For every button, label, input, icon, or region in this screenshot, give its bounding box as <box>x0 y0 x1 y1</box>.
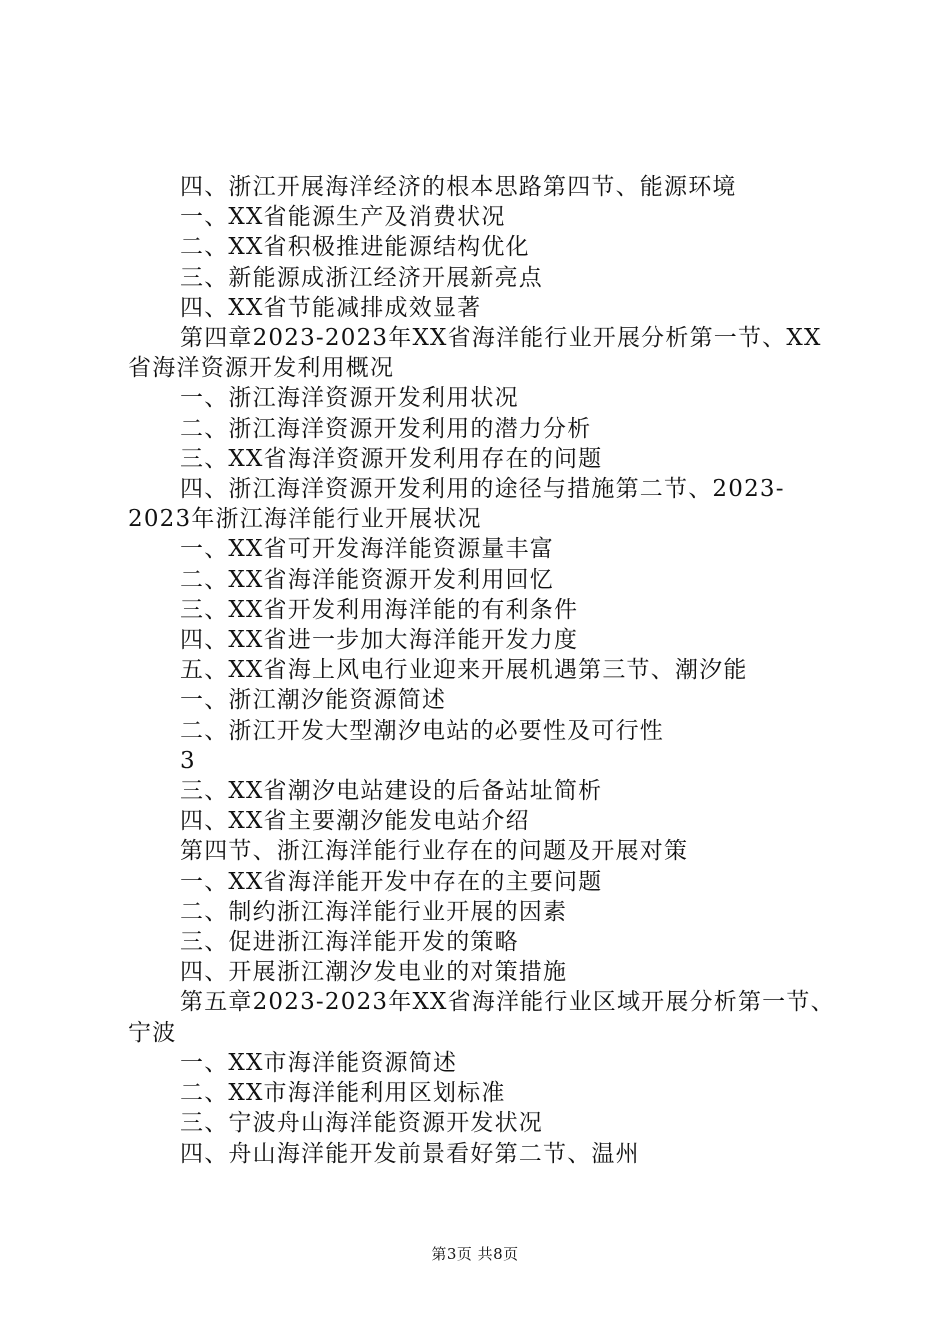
chapter-heading-continuation: 省海洋资源开发利用概况 <box>128 355 395 382</box>
text-line: 四、XX省进一步加大海洋能开发力度 <box>180 627 579 654</box>
page-number-inline: 3 <box>180 747 196 774</box>
text-line: 三、XX省开发利用海洋能的有利条件 <box>180 596 579 623</box>
text-line: 一、XX省海洋能开发中存在的主要问题 <box>180 868 603 895</box>
page-footer: 第3页 共8页 <box>431 1245 519 1263</box>
text-line: 二、浙江开发大型潮汐电站的必要性及可行性 <box>180 717 664 744</box>
text-line: 四、浙江开展海洋经济的根本思路第四节、能源环境 <box>180 174 737 200</box>
text-line: 五、XX省海上风电行业迎来开展机遇第三节、潮汐能 <box>180 657 748 684</box>
text-line: 一、浙江潮汐能资源简述 <box>180 687 447 714</box>
text-line: 四、浙江海洋资源开发利用的途径与措施第二节、2023- <box>180 476 785 503</box>
document-body <box>128 172 833 1169</box>
text-line: 三、宁波舟山海洋能资源开发状况 <box>180 1110 543 1137</box>
text-line-continuation: 2023年浙江海洋能行业开展状况 <box>128 506 482 533</box>
chapter-heading-line: 第四章2023-2023年XX省海洋能行业开展分析第一节、XX <box>180 325 822 352</box>
text-line: 一、XX市海洋能资源简述 <box>180 1049 458 1076</box>
text-line: 二、制约浙江海洋能行业开展的因素 <box>180 898 568 925</box>
section-heading-line: 第四节、浙江海洋能行业存在的问题及开展对策 <box>180 838 689 865</box>
text-line: 一、XX省能源生产及消费状况 <box>180 204 506 231</box>
text-line: 三、XX省海洋资源开发利用存在的问题 <box>180 445 603 472</box>
text-line: 二、XX省积极推进能源结构优化 <box>180 234 530 261</box>
text-line: 三、促进浙江海洋能开发的策略 <box>180 929 519 956</box>
text-line: 二、浙江海洋资源开发利用的潜力分析 <box>180 415 592 442</box>
text-line: 四、XX省节能减排成效显著 <box>180 294 482 321</box>
text-line: 一、浙江海洋资源开发利用状况 <box>180 385 519 412</box>
text-line: 四、舟山海洋能开发前景看好第二节、温州 <box>180 1140 640 1167</box>
text-line: 二、XX省海洋能资源开发利用回忆 <box>180 566 554 593</box>
chapter-heading-continuation: 宁波 <box>128 1019 177 1046</box>
text-line: 四、开展浙江潮汐发电业的对策措施 <box>180 959 568 986</box>
text-line: 二、XX市海洋能利用区划标准 <box>180 1080 506 1107</box>
text-line: 一、XX省可开发海洋能资源量丰富 <box>180 536 554 563</box>
text-line: 四、XX省主要潮汐能发电站介绍 <box>180 808 530 835</box>
text-line: 三、XX省潮汐电站建设的后备站址简析 <box>180 778 603 805</box>
chapter-heading-line: 第五章2023-2023年XX省海洋能行业区域开展分析第一节、 <box>180 989 835 1016</box>
text-line: 三、新能源成浙江经济开展新亮点 <box>180 264 543 291</box>
